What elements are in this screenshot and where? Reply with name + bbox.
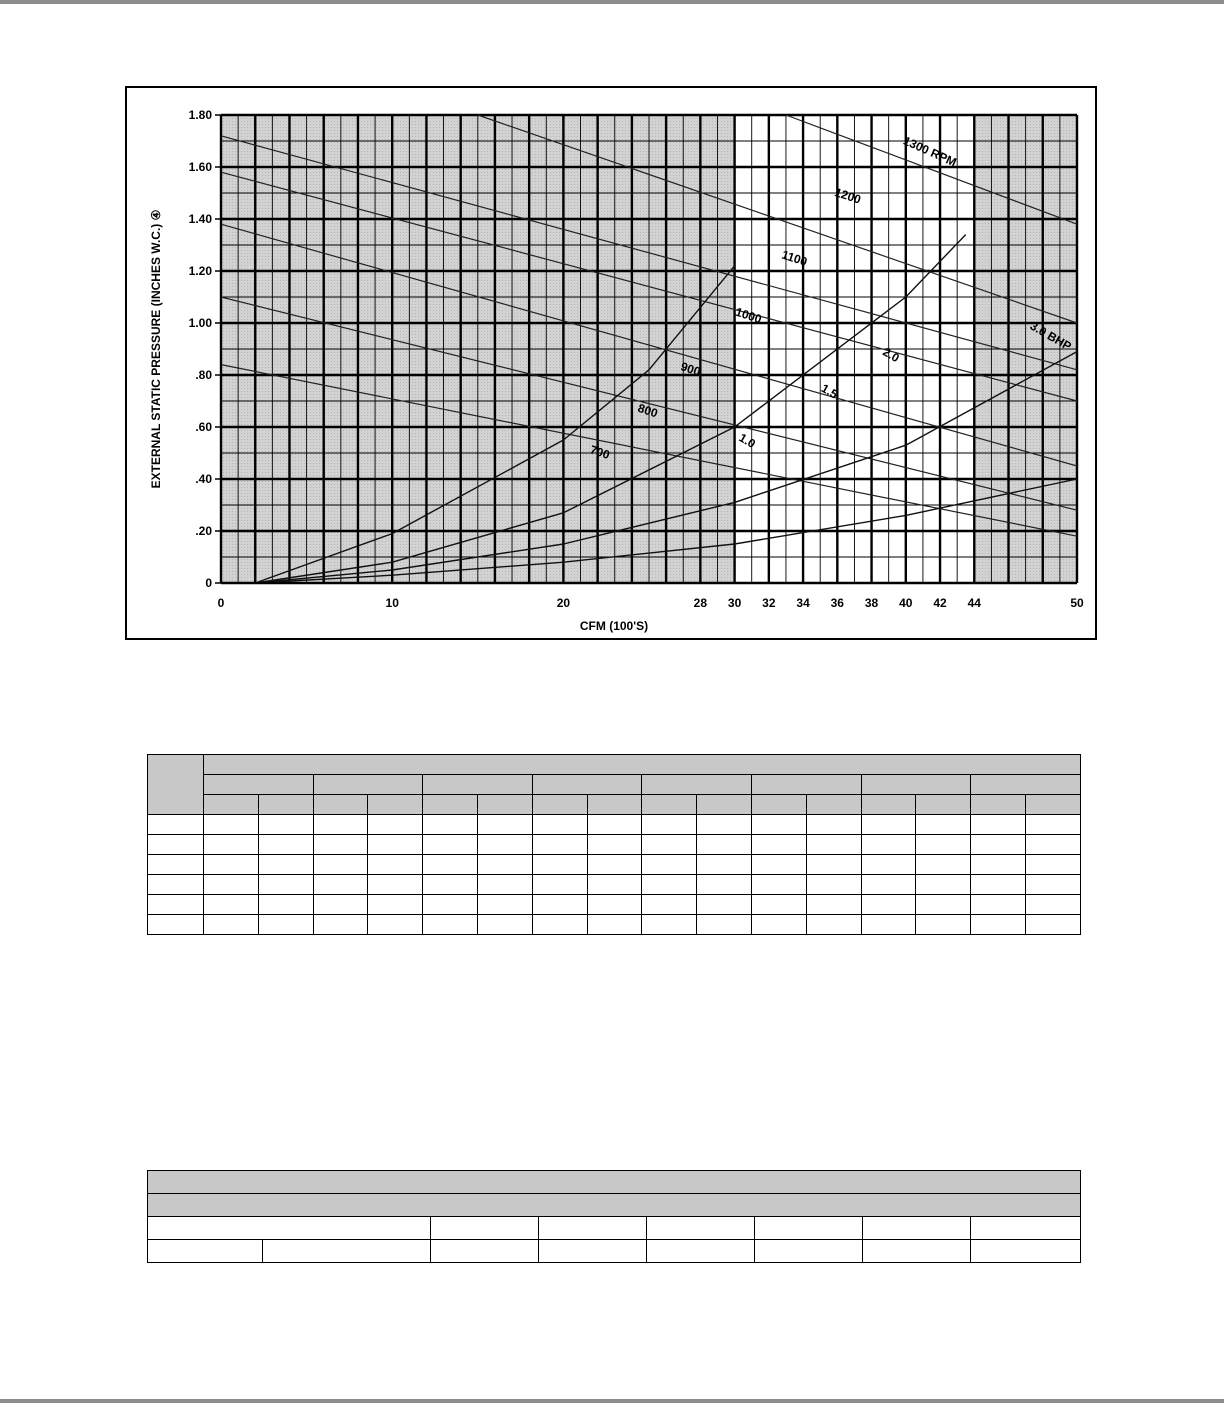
- table-cell: [751, 875, 806, 895]
- table-cell: [477, 915, 532, 935]
- table-row: [148, 775, 1081, 795]
- table-cell: [1025, 855, 1080, 875]
- table-cell: [751, 855, 806, 875]
- table-cell: [916, 835, 971, 855]
- table-cell: [532, 855, 587, 875]
- table-cell: [861, 835, 916, 855]
- table-row: [148, 795, 1081, 815]
- table-header-cell: [204, 795, 259, 815]
- y-axis-title: EXTERNAL STATIC PRESSURE (INCHES W.C.) ④: [149, 209, 163, 489]
- x-tick-label: 30: [727, 596, 742, 610]
- bottom-rule: [0, 1399, 1224, 1403]
- y-tick-label: .20: [195, 524, 212, 538]
- table-cell: [755, 1217, 863, 1240]
- table-cell: [971, 835, 1026, 855]
- table-cell: [539, 1217, 647, 1240]
- table-cell: [587, 855, 642, 875]
- table-cell: [806, 835, 861, 855]
- x-tick-label: 42: [933, 596, 947, 610]
- curve-label: 1000: [733, 304, 764, 327]
- table-header-cell: [971, 775, 1081, 795]
- table-row: [148, 1171, 1081, 1194]
- table-cell: [916, 855, 971, 875]
- table-cell: [204, 835, 259, 855]
- x-tick-label: 44: [967, 596, 981, 610]
- x-tick-label: 20: [556, 596, 571, 610]
- table-cell: [532, 915, 587, 935]
- table-row: [148, 1240, 1081, 1263]
- table-cell: [751, 835, 806, 855]
- table-cell: [642, 835, 697, 855]
- y-tick-label: .60: [195, 420, 212, 434]
- table-cell: [313, 895, 368, 915]
- table-cell: [861, 895, 916, 915]
- table-cell: [431, 1217, 539, 1240]
- y-tick-label: 1.80: [188, 108, 212, 122]
- table-cell: [477, 875, 532, 895]
- table-cell: [861, 915, 916, 935]
- table-cell: [148, 815, 204, 835]
- table-cell: [916, 815, 971, 835]
- table-cell: [539, 1240, 647, 1263]
- table-row: [148, 815, 1081, 835]
- table-cell: [751, 915, 806, 935]
- table-cell: [431, 1240, 539, 1263]
- table-cell: [1025, 875, 1080, 895]
- table-header-cell: [313, 795, 368, 815]
- table-header-cell: [423, 795, 478, 815]
- table-row: [148, 1217, 1081, 1240]
- table-cell: [971, 855, 1026, 875]
- table-header-cell: [423, 775, 533, 795]
- table-cell: [532, 835, 587, 855]
- curve-label: 900: [678, 359, 703, 379]
- table-cell: [204, 815, 259, 835]
- table-cell: [148, 1217, 431, 1240]
- table-row: [148, 895, 1081, 915]
- table-cell: [697, 815, 752, 835]
- table-cell: [697, 895, 752, 915]
- table-cell: [755, 1240, 863, 1263]
- table-header-cell: [971, 795, 1026, 815]
- x-tick-label: 28: [693, 596, 708, 610]
- table-cell: [587, 895, 642, 915]
- table-row: [148, 875, 1081, 895]
- table-cell: [477, 895, 532, 915]
- table-cell: [971, 895, 1026, 915]
- table-header-cell: [751, 775, 861, 795]
- table-cell: [263, 1240, 431, 1263]
- table-row: [148, 755, 1081, 775]
- table-header-cell: [642, 775, 752, 795]
- table-header-cell: [148, 1171, 1081, 1194]
- table-cell: [258, 875, 313, 895]
- table-cell: [642, 855, 697, 875]
- x-tick-label: 10: [385, 596, 399, 610]
- table-cell: [148, 835, 204, 855]
- curve-label: 800: [636, 400, 660, 421]
- table-cell: [1025, 835, 1080, 855]
- table-cell: [148, 855, 204, 875]
- table-cell: [204, 895, 259, 915]
- table-cell: [477, 815, 532, 835]
- table-cell: [258, 815, 313, 835]
- curve-label: 1.0: [736, 430, 758, 451]
- table-row: [148, 835, 1081, 855]
- table-header-cell: [477, 795, 532, 815]
- y-tick-label: 0: [205, 576, 212, 590]
- y-tick-label: 1.20: [188, 264, 212, 278]
- table-cell: [313, 875, 368, 895]
- table-cell: [532, 815, 587, 835]
- x-axis-title: CFM (100'S): [579, 619, 649, 633]
- table-header-cell: [148, 1194, 1081, 1217]
- y-tick-label: .40: [195, 472, 212, 486]
- table-cell: [313, 855, 368, 875]
- x-tick-label: 0: [217, 596, 225, 610]
- table-cell: [1025, 815, 1080, 835]
- table-header-cell: [258, 795, 313, 815]
- table-cell: [204, 875, 259, 895]
- table-cell: [532, 875, 587, 895]
- table-cell: [861, 875, 916, 895]
- table-cell: [916, 875, 971, 895]
- table-header-cell: [916, 795, 971, 815]
- table-cell: [423, 815, 478, 835]
- curve-label: 1100: [779, 247, 809, 269]
- table-cell: [148, 895, 204, 915]
- table-cell: [423, 875, 478, 895]
- table-cell: [642, 915, 697, 935]
- table-cell: [204, 855, 259, 875]
- table-cell: [423, 835, 478, 855]
- curve-label: 1200: [832, 185, 863, 207]
- table-cell: [1025, 915, 1080, 935]
- table-header-cell: [204, 775, 314, 795]
- table-cell: [423, 915, 478, 935]
- curve-label: 700: [588, 442, 612, 463]
- table-cell: [477, 855, 532, 875]
- table-header-cell: [532, 795, 587, 815]
- x-tick-label: 32: [762, 596, 776, 610]
- table-header-cell: [587, 795, 642, 815]
- y-tick-label: 1.60: [188, 160, 212, 174]
- table-cell: [806, 815, 861, 835]
- table-cell: [697, 855, 752, 875]
- table-cell: [806, 915, 861, 935]
- table-cell: [587, 915, 642, 935]
- fan-performance-chart: [125, 86, 1097, 640]
- table-header-cell: [861, 795, 916, 815]
- table-cell: [971, 815, 1026, 835]
- table-row: [148, 915, 1081, 935]
- table-cell: [806, 875, 861, 895]
- table-cell: [587, 835, 642, 855]
- table-cell: [368, 915, 423, 935]
- table-cell: [697, 915, 752, 935]
- table-cell: [368, 835, 423, 855]
- table-cell: [916, 915, 971, 935]
- table-cell: [148, 915, 204, 935]
- table-cell: [1025, 895, 1080, 915]
- table-cell: [647, 1217, 755, 1240]
- table-cell: [863, 1217, 971, 1240]
- table-header-cell: [204, 755, 1081, 775]
- table-cell: [863, 1240, 971, 1263]
- curve-label: 1.5: [818, 381, 841, 402]
- table-header-cell: [806, 795, 861, 815]
- table-cell: [971, 875, 1026, 895]
- table-header-cell: [313, 775, 423, 795]
- table-cell: [423, 895, 478, 915]
- table-row: [148, 1194, 1081, 1217]
- curve-label: 2.0: [880, 344, 902, 366]
- y-tick-label: 1.40: [188, 212, 212, 226]
- table-cell: [751, 815, 806, 835]
- table-cell: [697, 875, 752, 895]
- table-cell: [647, 1240, 755, 1263]
- performance-table: [147, 754, 1081, 935]
- table-cell: [971, 1217, 1081, 1240]
- table-cell: [532, 895, 587, 915]
- table-cell: [204, 915, 259, 935]
- table-cell: [313, 915, 368, 935]
- table-row: [148, 855, 1081, 875]
- table-cell: [258, 835, 313, 855]
- table-cell: [477, 835, 532, 855]
- y-tick-label: 1.00: [188, 316, 212, 330]
- table-cell: [587, 875, 642, 895]
- x-tick-label: 40: [899, 596, 913, 610]
- table-cell: [258, 855, 313, 875]
- table-cell: [806, 895, 861, 915]
- table-cell: [642, 895, 697, 915]
- table-header-cell: [368, 795, 423, 815]
- table-cell: [258, 915, 313, 935]
- table-header-cell: [697, 795, 752, 815]
- table-header-cell: [1025, 795, 1080, 815]
- table-header-cell: [751, 795, 806, 815]
- table-cell: [313, 815, 368, 835]
- table-cell: [806, 855, 861, 875]
- curve-label: 3.0 BHP: [1027, 318, 1074, 354]
- table-cell: [971, 915, 1026, 935]
- table-cell: [148, 875, 204, 895]
- x-tick-label: 38: [864, 596, 879, 610]
- chart-svg: [127, 88, 1095, 638]
- table-cell: [861, 855, 916, 875]
- table-cell: [368, 875, 423, 895]
- table-cell: [971, 1240, 1081, 1263]
- x-tick-label: 36: [830, 596, 844, 610]
- table-cell: [642, 815, 697, 835]
- table-cell: [368, 855, 423, 875]
- table-cell: [313, 835, 368, 855]
- table-cell: [861, 815, 916, 835]
- top-rule: [0, 0, 1224, 4]
- x-tick-label: 34: [796, 596, 810, 610]
- table-header-cell: [861, 775, 971, 795]
- table-cell: [751, 895, 806, 915]
- table-cell: [587, 815, 642, 835]
- table-cell: [368, 895, 423, 915]
- table-cell: [368, 815, 423, 835]
- table-cell: [148, 1240, 263, 1263]
- y-tick-label: .80: [195, 368, 212, 382]
- table-cell: [916, 895, 971, 915]
- table-header-cell: [148, 755, 204, 815]
- x-tick-label: 50: [1070, 596, 1084, 610]
- specification-table: [147, 1170, 1081, 1263]
- table-header-cell: [642, 795, 697, 815]
- table-cell: [258, 895, 313, 915]
- curve-label: 1300 RPM: [901, 133, 959, 170]
- table-cell: [697, 835, 752, 855]
- table-cell: [423, 855, 478, 875]
- table-header-cell: [532, 775, 642, 795]
- table-cell: [642, 875, 697, 895]
